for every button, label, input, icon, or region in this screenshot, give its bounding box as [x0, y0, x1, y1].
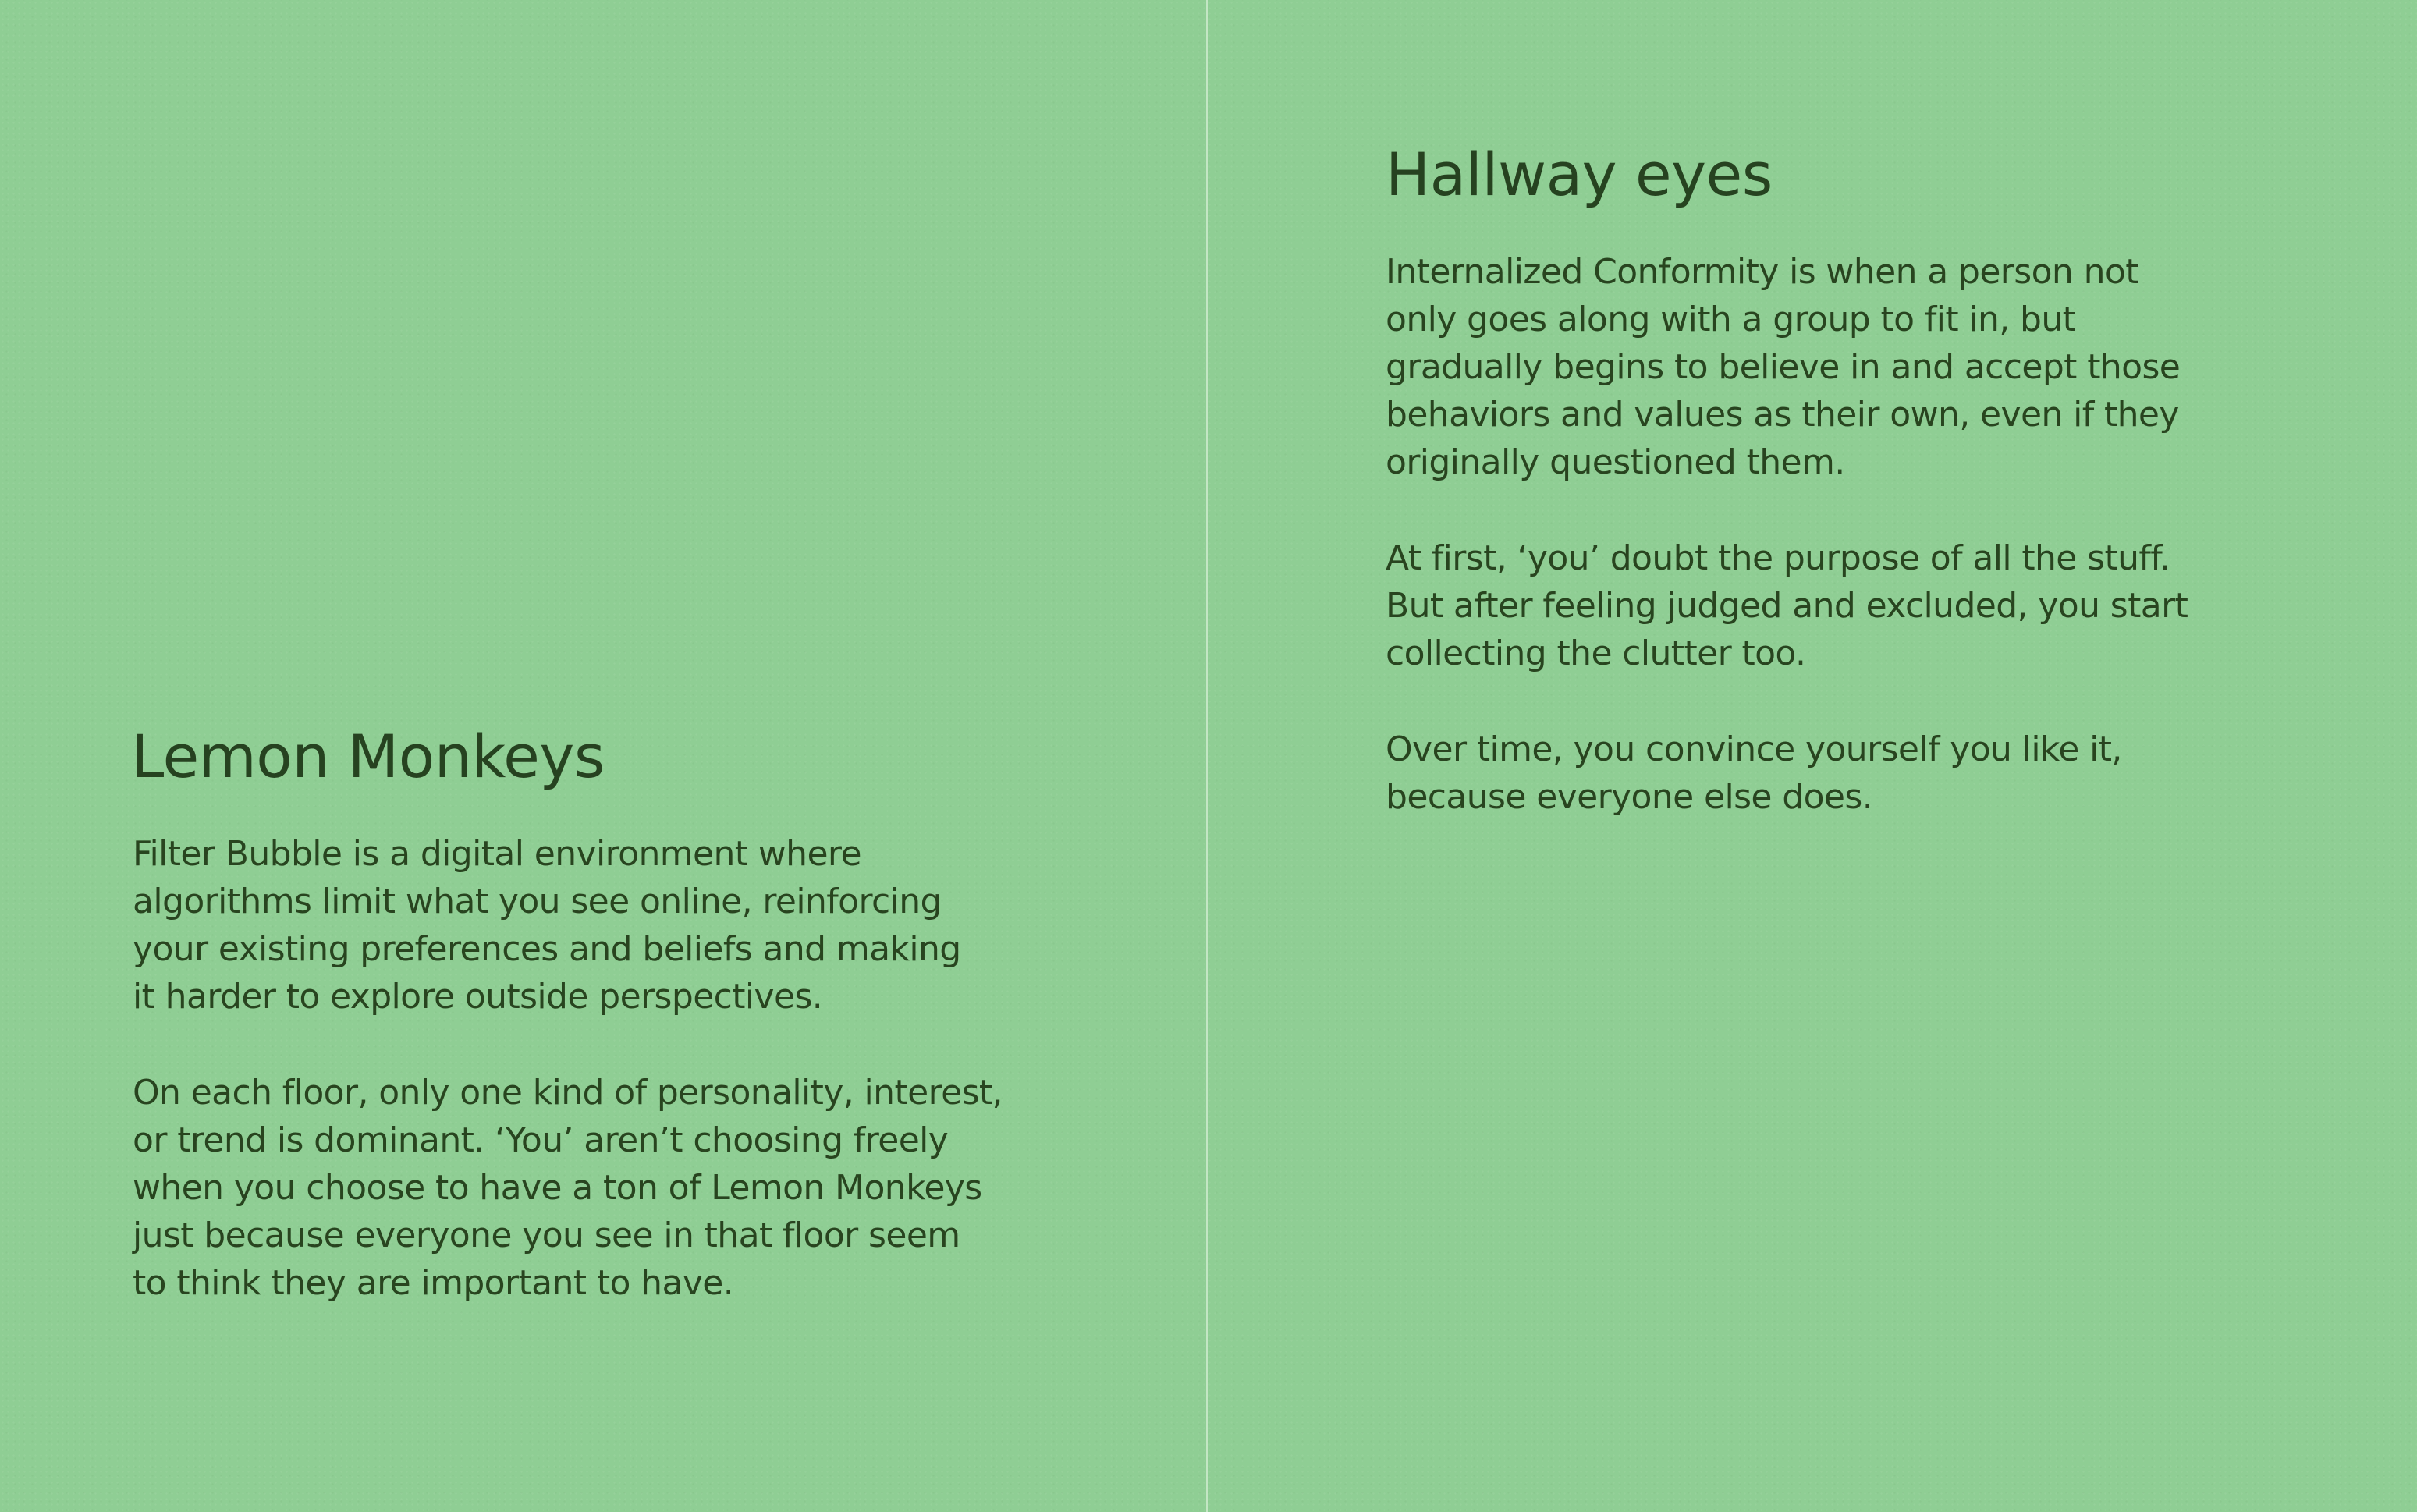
text-line: algorithms limit what you see online, reinforcing — [133, 881, 942, 921]
text-line: Over time, you convince yourself you like it, — [1386, 729, 2122, 769]
text-line: just because everyone you see in that floor seem — [133, 1215, 960, 1255]
right-text-block — [1386, 142, 2252, 869]
text-line: Internalized Conformity is when a person not — [1386, 251, 2138, 292]
left-paragraph-2 — [133, 1069, 1069, 1307]
left-text-block — [133, 724, 1069, 1355]
left-page — [0, 0, 1206, 1512]
right-page-title: Hallway eyes — [1386, 140, 1773, 209]
right-paragraph-3 — [1386, 726, 2252, 821]
text-line: On each floor, only one kind of personality, interest, — [133, 1072, 1003, 1113]
text-line: only goes along with a group to fit in, but — [1386, 299, 2076, 339]
right-paragraph-1 — [1386, 248, 2252, 486]
text-line: because everyone else does. — [1386, 776, 1873, 817]
right-page — [1208, 0, 2417, 1512]
text-line: or trend is dominant. ‘You’ aren’t choosing freely — [133, 1120, 949, 1160]
text-line: originally questioned them. — [1386, 442, 1845, 482]
text-line: your existing preferences and beliefs and making — [133, 928, 961, 969]
text-line: Filter Bubble is a digital environment where — [133, 833, 861, 874]
right-paragraph-2 — [1386, 534, 2252, 677]
text-line: At first, ‘you’ doubt the purpose of all the stuff. — [1386, 538, 2170, 578]
text-line: behaviors and values as their own, even if they — [1386, 394, 2179, 435]
text-line: it harder to explore outside perspectives. — [133, 976, 823, 1017]
left-page-title: Lemon Monkeys — [131, 722, 605, 791]
text-line: But after feeling judged and excluded, you start — [1386, 585, 2188, 626]
text-line: to think they are important to have. — [133, 1262, 734, 1303]
left-paragraph-1 — [133, 830, 1069, 1020]
text-line: gradually begins to believe in and accept those — [1386, 346, 2181, 387]
text-line: when you choose to have a ton of Lemon Monkeys — [133, 1167, 982, 1208]
text-line: collecting the clutter too. — [1386, 633, 1806, 673]
